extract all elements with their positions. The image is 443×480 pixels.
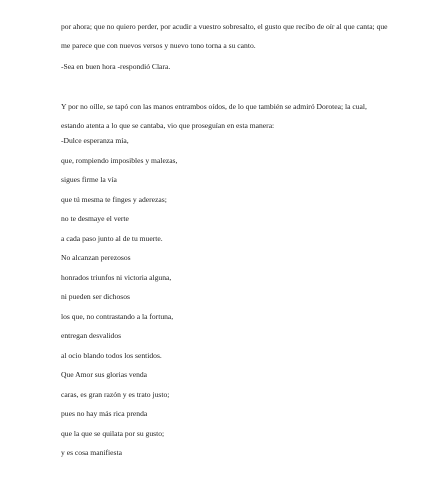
verse-line: No alcanzan perezosos xyxy=(61,253,131,262)
verse-line: sigues firme la vía xyxy=(61,175,117,184)
verse-line: al ocio blando todos los sentidos. xyxy=(61,350,162,360)
verse-line: y es cosa manifiesta xyxy=(61,448,122,457)
paragraph-3: Y por no oílle, se tapó con las manos entrambos oídos, de lo que también se admiró Dorotea; la cual, estando atenta a lo que se cantaba, vio que proseguían en esta manera: xyxy=(61,102,367,130)
verse-line: entregan desvalidos xyxy=(61,331,122,340)
verse-line: que la que se quilata por su gusto; xyxy=(61,428,165,438)
verse-line: a cada paso junto al de tu muerte. xyxy=(61,233,163,243)
verse-block xyxy=(61,131,391,463)
verse-line: honrados triunfos ni victoria alguna, xyxy=(61,272,172,282)
verse-line: pues no hay más rica prenda xyxy=(61,409,148,418)
paragraph-1: por ahora; que no quiero perder, por acudir a vuestro sobresalto, el gusto que recibo de oír al que canta; que me parece que con nuevos versos y nuevo tono torna a su canto. xyxy=(61,22,388,50)
verse-line: Que Amor sus glorias venda xyxy=(61,370,148,379)
verse-line: los que, no contrastando a la fortuna, xyxy=(61,311,174,321)
verse-line: que tú mesma te finges y aderezas; xyxy=(61,194,167,204)
verse-line: no te desmaye el verte xyxy=(61,214,129,223)
verse-line: ni pueden ser dichosos xyxy=(61,292,130,301)
verse-line: que, rompiendo imposibles y malezas, xyxy=(61,155,178,165)
verse-line: caras, es gran razón y es trato justo; xyxy=(61,389,170,399)
paragraph-2: -Sea en buen hora -respondió Clara. xyxy=(61,62,171,71)
verse-line: -Dulce esperanza mía, xyxy=(61,136,129,145)
